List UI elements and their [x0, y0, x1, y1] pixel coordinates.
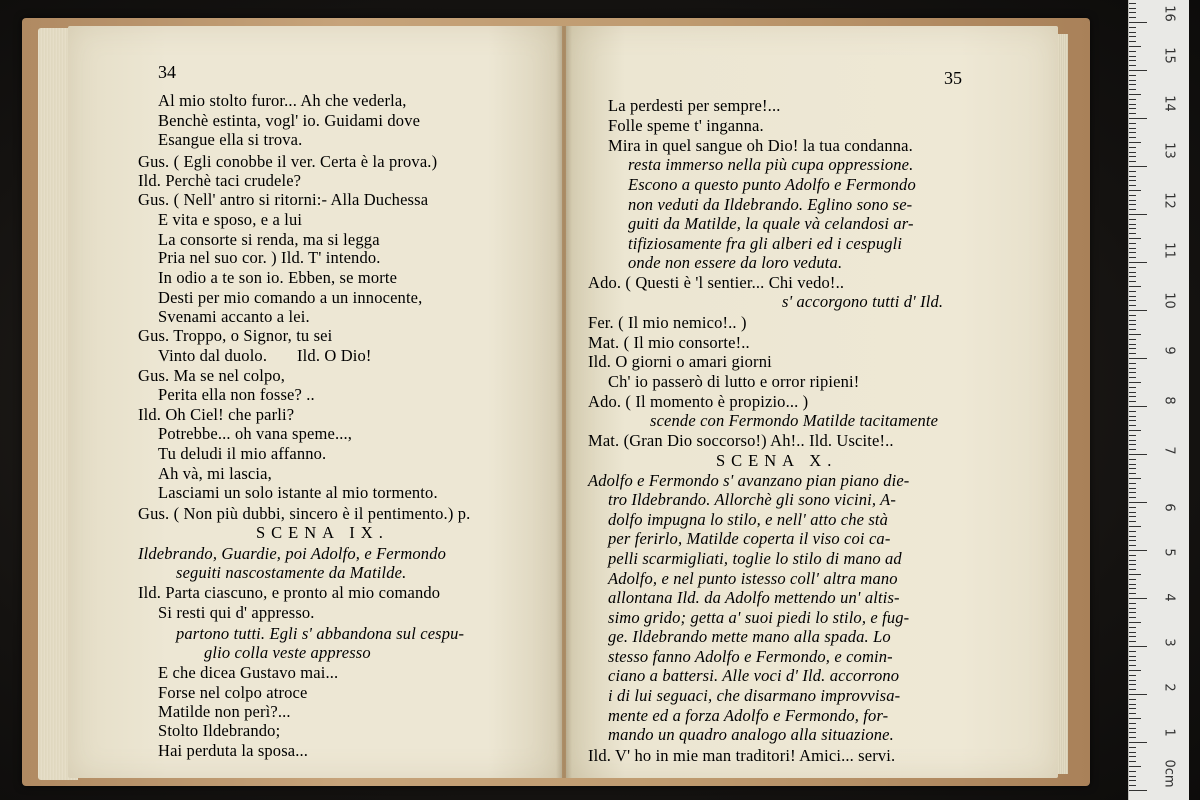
ruler-tick	[1129, 152, 1136, 153]
text-line: onde non essere da loro veduta.	[628, 253, 843, 272]
ruler-tick	[1129, 344, 1136, 345]
page-number-left: 34	[158, 62, 176, 82]
ruler-tick	[1129, 377, 1136, 378]
text-line: simo grido; getta a' suoi piedi lo stilo, e fug-	[608, 608, 910, 627]
ruler-tick	[1129, 622, 1141, 623]
text-line: Fer. ( Il mio nemico!.. )	[588, 313, 747, 332]
ruler-tick	[1129, 464, 1136, 465]
ruler-tick	[1129, 128, 1136, 129]
text-line: partono tutti. Egli s' abbandona sul cespu-	[176, 624, 465, 643]
text-line: Folle speme t' inganna.	[608, 116, 764, 135]
text-line: resta immerso nella più cupa oppressione.	[628, 155, 914, 174]
ruler-tick	[1129, 780, 1136, 781]
text-line: Esangue ella si trova.	[158, 130, 303, 149]
text-line: Mat. ( Il mio consorte!..	[588, 333, 750, 352]
ruler-tick	[1129, 483, 1136, 484]
text-line: Pria nel suo cor. ) Ild. T' intendo.	[158, 248, 381, 267]
text-line: Ildebrando, Guardie, poi Adolfo, e Fermondo	[138, 544, 447, 563]
text-line: ciano a battersi. Alle voci d' Ild. accorrono	[608, 666, 900, 685]
ruler-tick	[1129, 123, 1136, 124]
ruler-tick	[1129, 65, 1136, 66]
ruler-tick	[1129, 142, 1141, 143]
text-line: Matilde non perì?...	[158, 702, 291, 721]
text-line: ge. Ildebrando mette mano alla spada. Lo	[608, 627, 891, 646]
ruler-tick	[1129, 790, 1147, 791]
ruler-tick	[1129, 689, 1136, 690]
text-line: La perdesti per sempre!...	[608, 96, 781, 115]
ruler-tick	[1129, 718, 1141, 719]
ruler-tick	[1129, 228, 1136, 229]
ruler-tick	[1129, 137, 1136, 138]
text-line: La consorte si renda, ma si legga	[158, 230, 380, 249]
text-line: Desti per mio comando a un innocente,	[158, 288, 423, 307]
ruler-tick	[1129, 219, 1136, 220]
ruler-tick	[1129, 8, 1136, 9]
text-line: Ild. Parta ciascuno, e pronto al mio comando	[138, 583, 441, 602]
ruler-tick	[1129, 401, 1136, 402]
text-line: scende con Fermondo Matilde tacitamente	[650, 411, 939, 430]
ruler-tick	[1129, 785, 1136, 786]
ruler-tick	[1129, 104, 1136, 105]
ruler-tick	[1129, 632, 1136, 633]
scene-heading: SCENA IX.	[256, 523, 389, 542]
ruler-tick	[1129, 27, 1136, 28]
text-line: Gus. ( Non più dubbi, sincero è il pentimento.) p.	[138, 504, 471, 523]
text-line: allontana Ild. da Adolfo mettendo un' altis-	[608, 588, 900, 607]
text-line: Ild. Oh Ciel! che parli?	[138, 405, 295, 424]
ruler-tick	[1129, 281, 1136, 282]
text-line: mente ed a forza Adolfo e Fermondo, for-	[608, 706, 889, 725]
text-line: pelli scarmigliati, toglie lo stilo di mano ad	[608, 549, 902, 568]
ruler-tick	[1129, 747, 1136, 748]
ruler-tick	[1129, 675, 1136, 676]
ruler-tick	[1129, 363, 1136, 364]
text-line: Perita ella non fosse? ..	[158, 385, 315, 404]
ruler-number: 5	[1161, 548, 1177, 557]
ruler-number: 8	[1161, 396, 1177, 405]
ruler-tick	[1129, 502, 1147, 503]
ruler-tick	[1129, 636, 1136, 637]
text-line: i di lui seguaci, che disarmano improvvisa-	[608, 686, 901, 705]
ruler-tick	[1129, 329, 1136, 330]
page-edges-right	[1058, 34, 1068, 774]
ruler-tick	[1129, 641, 1136, 642]
ruler-tick	[1129, 516, 1136, 517]
ruler-tick	[1129, 473, 1136, 474]
ruler-tick	[1129, 526, 1141, 527]
ruler-tick	[1129, 699, 1136, 700]
ruler-tick	[1129, 560, 1136, 561]
ruler-tick	[1129, 564, 1136, 565]
text-line: per ferirlo, Matilde coperta il viso coi ca-	[608, 529, 891, 548]
ruler-tick	[1129, 248, 1136, 249]
ruler-tick	[1129, 147, 1136, 148]
ruler-tick	[1129, 396, 1136, 397]
ruler-tick	[1129, 598, 1147, 599]
page-number-right: 35	[944, 68, 962, 88]
ruler-tick	[1129, 118, 1147, 119]
ruler-tick	[1129, 579, 1136, 580]
ruler-number: 11	[1161, 242, 1177, 259]
ruler-tick	[1129, 488, 1136, 489]
ruler-tick	[1129, 156, 1136, 157]
ruler-number: 7	[1161, 446, 1177, 455]
ruler-tick	[1129, 243, 1136, 244]
ruler-tick	[1129, 454, 1147, 455]
text-line: Gus. ( Nell' antro si ritorni:- Alla Duchessa	[138, 190, 429, 209]
ruler-tick	[1129, 569, 1136, 570]
ruler-tick	[1129, 766, 1141, 767]
ruler-tick	[1129, 36, 1136, 37]
text-line: tro Ildebrando. Allorchè gli sono vicini, A-	[608, 490, 896, 509]
ruler-tick	[1129, 713, 1136, 714]
text-line: Potrebbe... oh vana speme...,	[158, 424, 353, 443]
ruler-tick	[1129, 108, 1136, 109]
ruler-tick	[1129, 608, 1136, 609]
ruler-tick	[1129, 176, 1136, 177]
text-line: E che dicea Gustavo mai...	[158, 663, 339, 682]
ruler-number: 15	[1161, 47, 1177, 64]
text-line: seguiti nascostamente da Matilde.	[176, 563, 407, 582]
ruler-tick	[1129, 305, 1136, 306]
text-line: Mat. (Gran Dio soccorso!) Ah!.. Ild. Uscite!..	[588, 431, 894, 450]
ruler-tick	[1129, 56, 1136, 57]
ruler-tick	[1129, 348, 1136, 349]
text-line: Adolfo, e nel punto istesso coll' altra mano	[608, 569, 898, 588]
ruler-tick	[1129, 617, 1136, 618]
ruler-tick	[1129, 267, 1136, 268]
text-line: s' accorgono tutti d' Ild.	[782, 292, 944, 311]
ruler-number: 4	[1161, 593, 1177, 602]
ruler-tick	[1129, 612, 1136, 613]
scene-heading: SCENA X.	[716, 451, 838, 470]
ruler-tick	[1129, 75, 1136, 76]
text-line: Al mio stolto furor... Ah che vederla,	[158, 91, 407, 110]
ruler-tick	[1129, 752, 1136, 753]
ruler-tick	[1129, 761, 1136, 762]
ruler-tick	[1129, 468, 1136, 469]
ruler-tick	[1129, 756, 1136, 757]
ruler-tick	[1129, 32, 1136, 33]
ruler-tick	[1129, 420, 1136, 421]
measuring-ruler	[1128, 0, 1189, 800]
ruler-tick	[1129, 771, 1136, 772]
ruler-tick	[1129, 776, 1136, 777]
ruler-tick	[1129, 531, 1136, 532]
ruler-tick	[1129, 166, 1147, 167]
ruler-tick	[1129, 704, 1136, 705]
text-line: Si resti qui d' appresso.	[158, 603, 315, 622]
ruler-number: 12	[1161, 192, 1177, 209]
ruler-tick	[1129, 660, 1136, 661]
ruler-tick	[1129, 180, 1136, 181]
text-line: Forse nel colpo atroce	[158, 683, 308, 702]
text-line: Svenami accanto a lei.	[158, 307, 310, 326]
text-line: stesso fanno Adolfo e Fermondo, e comin-	[608, 647, 893, 666]
text-line: Gus. ( Egli conobbe il ver. Certa è la prova.)	[138, 152, 438, 171]
ruler-number: 14	[1161, 95, 1177, 112]
ruler-tick	[1129, 99, 1136, 100]
ruler-number: 10	[1161, 292, 1177, 309]
ruler-tick	[1129, 670, 1141, 671]
ruler-tick	[1129, 70, 1147, 71]
ruler-tick	[1129, 132, 1136, 133]
text-line: tifiziosamente fra gli alberi ed i cespugli	[628, 234, 903, 253]
text-line: Escono a questo punto Adolfo e Fermondo	[628, 175, 916, 194]
ruler-number: 1	[1161, 728, 1177, 737]
ruler-tick	[1129, 732, 1136, 733]
text-line: Gus. Troppo, o Signor, tu sei	[138, 326, 333, 345]
ruler-tick	[1129, 80, 1136, 81]
ruler-tick	[1129, 190, 1141, 191]
ruler-tick	[1129, 536, 1136, 537]
ruler-tick	[1129, 252, 1136, 253]
ruler-tick	[1129, 723, 1136, 724]
ruler-tick	[1129, 161, 1136, 162]
ruler-tick	[1129, 574, 1141, 575]
ruler-tick	[1129, 94, 1141, 95]
ruler-tick	[1129, 353, 1136, 354]
ruler-tick	[1129, 406, 1147, 407]
text-line: Ado. ( Il momento è propizio... )	[588, 392, 809, 411]
ruler-tick	[1129, 492, 1136, 493]
ruler-tick	[1129, 3, 1136, 4]
ruler-tick	[1129, 224, 1136, 225]
text-line: Ch' io passerò di lutto e orror ripieni!	[608, 372, 860, 391]
text-line: In odio a te son io. Ebben, se morte	[158, 268, 398, 287]
ruler-tick	[1129, 392, 1136, 393]
ruler-tick	[1129, 257, 1136, 258]
ruler-tick	[1129, 435, 1136, 436]
ruler-tick	[1129, 84, 1136, 85]
ruler-tick	[1129, 310, 1147, 311]
text-line: Gus. Ma se nel colpo,	[138, 366, 286, 385]
text-line: Tu deludi il mio affanno.	[158, 444, 327, 463]
ruler-tick	[1129, 200, 1136, 201]
ruler-number: 16	[1161, 5, 1177, 22]
text-line: Hai perduta la sposa...	[158, 741, 309, 760]
ruler-tick	[1129, 358, 1147, 359]
ruler-tick	[1129, 603, 1136, 604]
ruler-tick	[1129, 41, 1136, 42]
ruler-tick	[1129, 387, 1136, 388]
ruler-tick	[1129, 728, 1136, 729]
text-line: Ah và, mi lascia,	[158, 464, 272, 483]
ruler-tick	[1129, 382, 1141, 383]
text-line: Ado. ( Questi è 'l sentier... Chi vedo!..	[588, 273, 845, 292]
ruler-number: 2	[1161, 683, 1177, 692]
ruler-tick	[1129, 737, 1136, 738]
text-line: Ild. Perchè taci crudele?	[138, 171, 302, 190]
ruler-tick	[1129, 507, 1136, 508]
ruler-tick	[1129, 233, 1136, 234]
ruler-tick	[1129, 444, 1136, 445]
ruler-tick	[1129, 291, 1136, 292]
text-line: Lasciami un solo istante al mio tormento.	[158, 483, 438, 502]
ruler-tick	[1129, 296, 1136, 297]
ruler-tick	[1129, 550, 1147, 551]
ruler-number: 9	[1161, 346, 1177, 355]
ruler-tick	[1129, 555, 1136, 556]
ruler-tick	[1129, 334, 1141, 335]
ruler-tick	[1129, 185, 1136, 186]
ruler-tick	[1129, 89, 1136, 90]
ruler-tick	[1129, 276, 1136, 277]
ruler-number: 13	[1161, 142, 1177, 159]
ruler-tick	[1129, 368, 1136, 369]
ruler-tick	[1129, 209, 1136, 210]
ruler-tick	[1129, 694, 1147, 695]
ruler-tick	[1129, 540, 1136, 541]
ruler-tick	[1129, 204, 1136, 205]
ruler-tick	[1129, 593, 1136, 594]
ruler-tick	[1129, 22, 1147, 23]
text-line: mando un quadro analogo alla situazione.	[608, 725, 894, 744]
text-line: Benchè estinta, vogl' io. Guidami dove	[158, 111, 421, 130]
text-line: Ild. O giorni o amari giorni	[588, 352, 772, 371]
ruler-unit-label: 0cm	[1161, 759, 1177, 788]
text-line: Ild. V' ho in mie man traditori! Amici... servi.	[588, 746, 896, 765]
text-line: Adolfo e Fermondo s' avanzano pian piano die-	[588, 471, 910, 490]
ruler-number: 6	[1161, 503, 1177, 512]
ruler-tick	[1129, 651, 1136, 652]
ruler-tick	[1129, 521, 1136, 522]
ruler-tick	[1129, 497, 1136, 498]
ruler-tick	[1129, 742, 1147, 743]
ruler-tick	[1129, 665, 1136, 666]
ruler-tick	[1129, 372, 1136, 373]
ruler-tick	[1129, 51, 1136, 52]
ruler-tick	[1129, 60, 1136, 61]
book-gutter	[556, 26, 572, 778]
ruler-tick	[1129, 584, 1136, 585]
ruler-tick	[1129, 545, 1136, 546]
ruler-tick	[1129, 680, 1136, 681]
ruler-tick	[1129, 449, 1136, 450]
text-line: glio colla veste appresso	[204, 643, 371, 662]
ruler-tick	[1129, 320, 1136, 321]
ruler-number: 3	[1161, 638, 1177, 647]
text-line: dolfo impugna lo stilo, e nell' atto che stà	[608, 510, 889, 529]
ruler-tick	[1129, 195, 1136, 196]
ruler-tick	[1129, 459, 1136, 460]
ruler-tick	[1129, 17, 1136, 18]
ruler-tick	[1129, 430, 1141, 431]
ruler-tick	[1129, 339, 1136, 340]
ruler-tick	[1129, 646, 1147, 647]
ruler-tick	[1129, 238, 1141, 239]
ruler-tick	[1129, 113, 1136, 114]
text-line: guiti da Matilde, la quale và celandosi ar-	[628, 214, 914, 233]
ruler-tick	[1129, 272, 1136, 273]
ruler-tick	[1129, 656, 1136, 657]
ruler-tick	[1129, 300, 1136, 301]
ruler-tick	[1129, 478, 1141, 479]
ruler-tick	[1129, 588, 1136, 589]
ruler-tick	[1129, 512, 1136, 513]
ruler-tick	[1129, 440, 1136, 441]
text-line: Vinto dal duolo. Ild. O Dio!	[158, 346, 372, 365]
ruler-tick	[1129, 262, 1147, 263]
ruler-tick	[1129, 171, 1136, 172]
ruler-tick	[1129, 46, 1141, 47]
text-line: non veduti da Ildebrando. Eglino sono se-	[628, 195, 913, 214]
ruler-tick	[1129, 416, 1136, 417]
text-line: Mira in quel sangue oh Dio! la tua condanna.	[608, 136, 913, 155]
ruler-tick	[1129, 411, 1136, 412]
ruler-tick	[1129, 627, 1136, 628]
ruler-tick	[1129, 315, 1136, 316]
ruler-tick	[1129, 684, 1136, 685]
ruler-tick	[1129, 708, 1136, 709]
text-line: Stolto Ildebrando;	[158, 721, 281, 740]
ruler-tick	[1129, 214, 1147, 215]
ruler-tick	[1129, 324, 1136, 325]
ruler-tick	[1129, 425, 1136, 426]
text-line: E vita e sposo, e a lui	[158, 210, 303, 229]
ruler-tick	[1129, 286, 1141, 287]
ruler-tick	[1129, 12, 1136, 13]
